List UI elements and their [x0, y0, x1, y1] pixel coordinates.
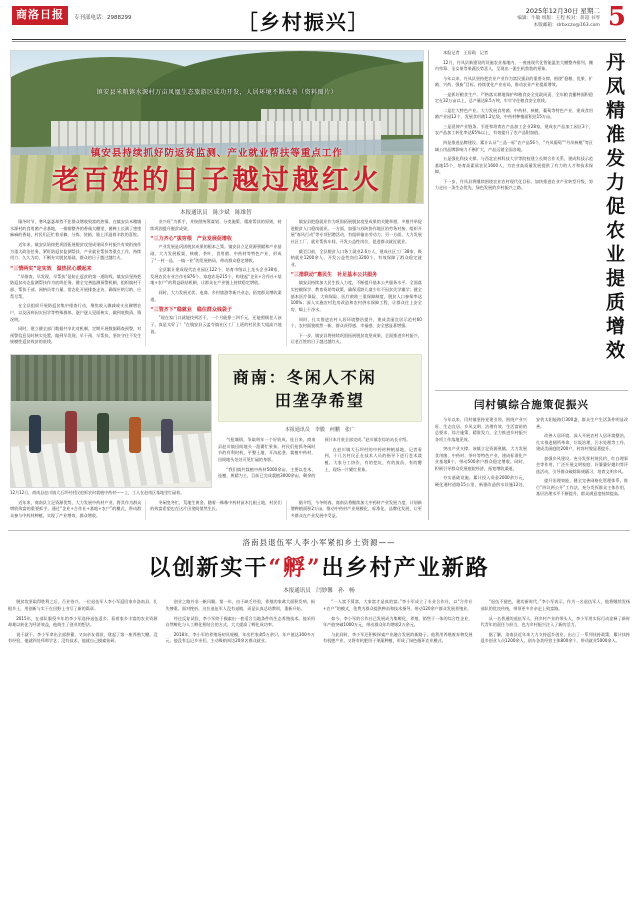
lead-shoulder-headline: 镇安县持续抓好防返贫监测、产业就业帮扶等重点工作 — [90, 148, 343, 159]
editor-line-1: 编辑：牛敏 组版：王程 校对：蒋超 书琴 — [517, 16, 600, 21]
feature2-body-continued — [10, 500, 422, 521]
feature2-photo-figure — [29, 415, 41, 453]
bottom-feature — [8, 530, 630, 648]
right-p8: 下一步，丹凤县将继续围绕农业农村现代化目标，加快推进农业产业转型升级，努力走出一条生态优先、绿色发展的乡村振兴之路。 — [434, 178, 593, 191]
right-top-article — [435, 50, 628, 382]
right-article-text — [435, 50, 593, 195]
bottom-p1: 脱贫攻坚取得胜利之后，百业待兴。一位退伍军人李小军返回家乡洛南县，扎根乡土，用创新与实干在田野上书写了新的篇章。 — [8, 599, 158, 611]
lead-photo-caption: 镇安县米粮镇水源村万亩凤凰生态旅游区成功开发，人居环境不断改善（资料图片） — [96, 89, 338, 96]
lead-byline: 本报通讯员 陈少斌 陈维智 — [180, 210, 252, 216]
feature2-photo-figure — [161, 419, 173, 453]
feature2-photo — [10, 354, 212, 488]
section-title: ［乡村振兴］ — [237, 10, 370, 34]
lead-p15: 下一步，镇安县将持续巩固拓展脱贫攻坚成果，全面推进乡村振兴，让老百姓的日子越过越红火。 — [290, 332, 422, 345]
right2-p6: 提升治理效能。健全完善网格化管理体系，推行“四议两公开”工作法，充分发挥群众主体作用，基层治理水平不断提升，群众满意度持续提高。 — [535, 478, 628, 497]
feature2-p4: 近年来，商南县立足资源优势，大力发展中药材产业，将其作为群众增收致富的重要抓手。通过“企业+合作社+基地+农户”的模式，带动群众参与中药材种植，实现了产业增效、群众增收。 — [10, 499, 142, 518]
right-column — [428, 50, 628, 520]
feature2-p5: 冬闲变冬忙，荒地生黄金。随着一株株中药材苗木扎根土地，村民们的致富希望也在这片田垄间悄然生长。 — [150, 499, 282, 512]
masthead-right — [476, 2, 626, 32]
lead-p7: 产业发展是巩固脱贫成果的根本之策。镇安县立足资源禀赋和产业基础，大力发展板栗、核桃、茶叶、食用菌、中药材等特色产业，形成了“一村一品、一镇一业”的发展格局，带动群众稳定增收。 — [150, 244, 282, 263]
feature2-p3: 在赵川镇大石坝村的中药材种植基地，记者看到，十几名村民正在技术人员的指导下进行苍术栽植。大家分工协作，有的挖坑，有的放苗，有的覆土，现场一片繁忙景象。 — [324, 446, 422, 472]
bottom-p10: “退伍不褪色，建功新时代。”李小军表示，作为一名退伍军人，他将继续发扬部队的优良传统，带领更多乡亲走上致富路。 — [480, 599, 630, 611]
lead-p6: 业兴旺”为抓手，并按照统筹谋划、分类施策、精准帮扶的原则，持续巩固提升脱贫成果。 — [150, 219, 282, 231]
feature2-photo-treeline — [11, 355, 211, 401]
lead-p12: 截至目前，全县脱贫人口务工就业2.6万人，建成社区工厂38家，吸纳就业1200余人，开发公益性岗位3200个，有效保障了群众稳定就业。 — [290, 248, 422, 267]
bottom-p3: 说干就干。李小军拿出全部积蓄，又向亲友借款，建起了第一座养殖大棚。没有经验，他就四处拜师学艺；没有技术，他就自己摸索钻研。 — [8, 631, 158, 644]
masthead-rule-thin — [12, 41, 626, 42]
feature2-p2: “我们镇共栽植中药材5000余亩，主要以苍术、连翘、黄精为主，目前已完成栽植3000余亩，剩余的预计本月底全部完成。”赵川镇农综站站长介绍。 — [218, 437, 411, 479]
right2-p4: 改善人居环境。深入开展农村人居环境整治，扎实推进厕所革命、垃圾治理、污水处理等工作，建成美丽庭院200户，村容村貌显著提升。 — [535, 433, 628, 452]
lead-p2: 近年来，镇安县始终把巩固拓展脱贫攻坚成果同乡村振兴有效衔接作为重大政治任务，紧盯防返贫监测帮扶、产业就业帮扶等重点工作，持续用力、久久为功，不断夯实脱贫基础，群众的日子越过越红火。 — [10, 241, 142, 261]
lead-p10: “现在家门口就能找到活干，一个月能挣三四千元，还能照顾老人孩子，真是太好了！”在镇安县云盖寺镇社区工厂上班的村民张大姐高兴地说。 — [150, 315, 282, 334]
masthead-left — [12, 6, 132, 25]
bottom-p6: 2018年，李小军的养殖场初具规模，年出栏家禽5万余只，年产值达300多万元。他没有忘记乡亲们，主动吸纳周边20余名群众就业。 — [165, 631, 315, 644]
lead-p8: 全县累计建成现代农业园区122个，培育市级以上龙头企业38家，发展农民专业合作社876个、家庭农场215个，构建起“企业+合作社+基地+农户”的利益联结机制，让群众在产业链上持续稳定增收。 — [150, 267, 282, 286]
lead-p9: 同时，大力发展光伏、电商、乡村旅游等新兴业态，拓宽群众增收渠道。 — [150, 290, 282, 302]
lead-p4: 在全县组织开展防返贫集中排查行动，聚焦收入骤减或支出骤增农户，以及因病因灾因学等特殊群体，逐户逐人见面核实，做到底数清、情况明。 — [10, 303, 142, 322]
feature2-headline-right: 田垄孕希望 — [274, 391, 365, 410]
body-area — [8, 46, 630, 520]
right2-p5: 加强乡风建设。充分发挥村规民约、红白理事会等作用，广泛开展文明家庭、好婆婆好媳妇等评选活动，引导群众破除陈规陋习，培育文明乡风。 — [535, 455, 628, 474]
feature2-headline — [218, 354, 422, 422]
lead-headline: 老百姓的日子越过越红火 — [51, 165, 382, 196]
newspaper-logo: 商洛日报 — [12, 6, 68, 25]
bottom-p12: 据了解，洛南县近年来大力支持返乡创业，出台了一系列扶持政策，累计扶持返乡创业人员1200余人，创办各类经营主体800余个，带动就业5000余人。 — [480, 631, 630, 644]
department-phone: 专刊部电话：2988299 — [74, 15, 132, 21]
lead-p3: “早排查、早发现、早帮扶”是防止返贫的第一道防线。镇安县坚持把防返贫动态监测帮扶作为底线任务，健全完善监测预警机制，组织镇村干部、帮扶干部、网格员等力量，常态化开展排查走访，确保应纳尽纳、应帮尽帮。 — [10, 273, 142, 299]
bottom-headline-pre: 以创新实干 — [148, 555, 269, 582]
feature2-byline: 本报通讯员 李膜 何鹏 张广 — [284, 427, 355, 433]
lead-subhead-3: “三管齐下”稳就业 稳住群众钱袋子 — [150, 307, 232, 314]
bottom-p8: 如今，李小军的合作社已发展成为集孵化、养殖、销售于一体的综合性企业，年产值突破1000万元，带动群众年均增收2万余元。 — [323, 615, 473, 628]
bottom-p5: 经过反复试验，李小军终于摸索出一套适合当地条件的生态养殖技术。他采用自然孵化与人工孵化相结合的方式，大大提高了孵化成功率。 — [165, 615, 315, 628]
page-number: 5 — [607, 2, 626, 32]
masthead-rule — [12, 39, 626, 40]
feature2-headline-left: 商南：冬闲人不闲 — [232, 368, 377, 387]
lead-p14: 同时，扎实推进农村人居环境整治提升，建成美丽宜居示范村60个，农村面貌焕然一新，群众获得感、幸福感、安全感显著增强。 — [290, 316, 422, 329]
right-vertical-headline: 丹凤精准发力促农业提质增效 — [603, 52, 625, 364]
lead-p5: 同时，建立健全部门数据共享比对机制，定期开展数据筛查预警，对预警信息及时核实处置，做到早发现、早干预、早帮扶，坚决守住不发生规模性返贫致贫的底线。 — [10, 326, 142, 345]
right2-p1: 今年以来，闫村镇坚持党建引领，围绕产业兴旺、生态宜居、乡风文明、治理有效、生活富裕的总要求，综合施策、精准发力，全力推进乡村振兴各项工作落地见效。 — [434, 417, 527, 442]
lead-subhead-1: “三情两实”定实效 温热民心暖起来 — [10, 265, 92, 272]
right-p4: 二是壮大特色产业。大力发展食用菌、中药材、核桃、葡萄等特色产业，建成食用菌产业园12个，发展食用菌1.2亿袋，中药材种植面积达15万亩。 — [434, 107, 593, 120]
lead-subhead-2: “三力齐心”拔穷根 产业发展促增收 — [150, 236, 232, 243]
right-second-body — [435, 417, 628, 498]
bottom-shoulder: 洛南县退伍军人李小军紧扣乡土资源—— — [242, 538, 396, 548]
bottom-headline-quote: “孵” — [268, 555, 322, 582]
feature2-text-area — [218, 354, 422, 496]
lead-article-body — [10, 219, 422, 346]
right-second-headline: 闫村镇综合施策促振兴 — [473, 399, 589, 411]
bottom-p4: 创业之路并非一帆风顺。第一年，由于缺乏经验，养殖的家禽大面积发病，损失惨重。面对挫折，这位退伍军人没有退缩，而是认真总结教训，重新开始。 — [165, 599, 315, 611]
right-p5: 三是延伸产业链条。引进和培育农产品加工企业28家，建成农产品加工园区3个，农产品加工转化率达65%以上，有效提升了农产品附加值。 — [434, 123, 593, 136]
feature2-photo-figure — [129, 417, 141, 453]
right-p6: 四是推进品牌建设。累计认证“三品一标”农产品56个，“丹凤葡萄”“丹凤核桃”等区域公用品牌影响力不断扩大，产品远销全国各地。 — [434, 140, 593, 152]
bottom-headline-post: 出乡村产业新路 — [321, 555, 490, 582]
lead-p1: 隆冬时节，寒风瑟瑟却挡不住群众增收致富的热情。在镇安县米粮镇水源村的食用菌产业基地，一排排整齐的香菇大棚里，菌棒上长满了密密麻麻的香菇，村民们正忙着采摘、分拣、装箱，脸上洋溢着丰收的喜悦。 — [10, 219, 142, 238]
right-p2: 今年以来，丹凤县坚持把农业产业作为富民强县的重要支撑，围绕“稳粮、优果、扩菌、兴药、强畜”目标，持续优化产业布局，推动农业产业提质增效。 — [434, 75, 593, 88]
right-divider — [435, 390, 628, 391]
right2-p3: 夯实基础设施。累计投入资金2000余万元，硬化通村道路15公里，新建改造供水设施12处，安装太阳能路灯300盏，群众生产生活条件明显改善。 — [434, 417, 628, 487]
bottom-p2: 2015年，在部队服役多年的李小军选择退伍返乡。看着家乡丰富的农业资源却难以转化为经济效益，他萌生了创业的想法。 — [8, 615, 158, 628]
bottom-headline — [8, 551, 630, 582]
bottom-p9: 与此同时，李小军还积极探索产业融合发展的新路子。他利用养殖废弃物发展有机肥产业，又将有机肥用于果蔬种植，形成了绿色循环农业模式。 — [323, 631, 473, 644]
right-p7: 五是强化科技支撑。与西北农林科技大学等院校建立长期合作关系，建成科技示范基地15个，培育高素质农民1600人，为农业高质量发展提供了有力的人才和技术保障。 — [434, 156, 593, 175]
bottom-p11: 从一名普通的退伍军人，到乡村产业的带头人，李小军用实际行动诠释了新时代青年的责任与担当，也为乡村振兴注入了新的活力。 — [480, 615, 630, 628]
editor-line-2: 本版邮箱：slrbxczx@163.com — [533, 22, 600, 28]
left-column — [10, 50, 422, 520]
feature-winter-farming — [10, 354, 422, 496]
right-byline: 本报记者 王居勋 记者 — [443, 50, 489, 55]
bottom-body — [8, 599, 630, 648]
feature2-photo-caption: 12月12日，商南县赵川镇大石坝村村民抢抓农时栽植中药材——上，工人在赵南区基地里忙碌着。 — [10, 490, 185, 495]
feature2-p6: 据介绍，今冬明春，商南县将继续加大中药材产业发展力度，计划新增种植面积2万亩，推动中药材产业规模化、标准化、品牌化发展，让更多群众在产业发展中受益。 — [290, 499, 422, 518]
lead-p11: 镇安县把稳就业作为巩固拓展脱贫攻坚成果的关键举措，多措并举促进脱贫人口稳岗就业。一方面，加强与苏陕协作地区的劳务对接，组织开展“春风行动”等专项招聘活动，有组织输出劳动力；另一方面，大力发展社区工厂、就业帮扶车间，开发公益性岗位，促进群众就近就业。 — [290, 219, 422, 244]
feature2-photo-figure — [97, 413, 109, 453]
feature2-body — [218, 437, 422, 480]
right-p1: 12月，丹凤县新建设的设施农业基地内，一座座现代化智能温室大棚整齐排列，棚内草莓、圣女果等果蔬长势喜人，呈现出一派生机勃勃的景象。 — [434, 59, 593, 72]
masthead — [8, 0, 630, 37]
lead-p13: 镇安县持续加大民生投入力度，不断提升基本公共服务水平。全面落实控辍保学、教育资助等政策，确保适龄儿童少年不因贫失学辍学；健全基本医疗保险、大病保险、医疗救助三重保障制度，脱贫人口参保率达100%；深入实施农村危房改造和农村供水保障工程，让群众住上安全房、喝上干净水。 — [290, 280, 422, 312]
right-p3: 一是抓好粮食生产。严格落实耕地保护和粮食安全党政同责，全年粮食播种面积稳定在32万亩以上，总产量达8.5万吨，牢牢守住粮食安全底线。 — [434, 91, 593, 104]
bottom-p7: “一人富不算富，大家富才是真的富。”李小军成立了专业合作社，以“合作社+农户”的模式，免费为群众提供种苗和技术指导，带动120余户群众发展养殖业。 — [323, 599, 473, 611]
bottom-byline: 本报通讯员 闫妙馨 孙 畅 — [283, 588, 355, 595]
lead-photo — [10, 50, 424, 204]
right2-p2: 突出产业支撑。该镇立足资源禀赋，大力发展食用菌、中药材、茶叶等特色产业，建成标准化产业基地8个，带动500余户群众稳定增收。同时，积极引导群众发展庭院经济，拓宽增收渠道。 — [434, 446, 527, 471]
feature2-photo-figure — [65, 411, 77, 453]
lead-subhead-4: “三措联动”惠民生 补足基本公共服务 — [290, 272, 378, 279]
feature2-p1: 气抢墒情，争取明年一个好收成。连日来，商南县赵川镇田间地头一派繁忙景象。村民们抢抓冬闲时节的有利时机，平整土地、开沟起垄、栽植中药材，田间地头处处可见忙碌的身影。 — [218, 437, 316, 462]
issue-date: 2025年12月30日 星期二 — [525, 7, 600, 15]
section-title-wrap — [132, 6, 477, 35]
